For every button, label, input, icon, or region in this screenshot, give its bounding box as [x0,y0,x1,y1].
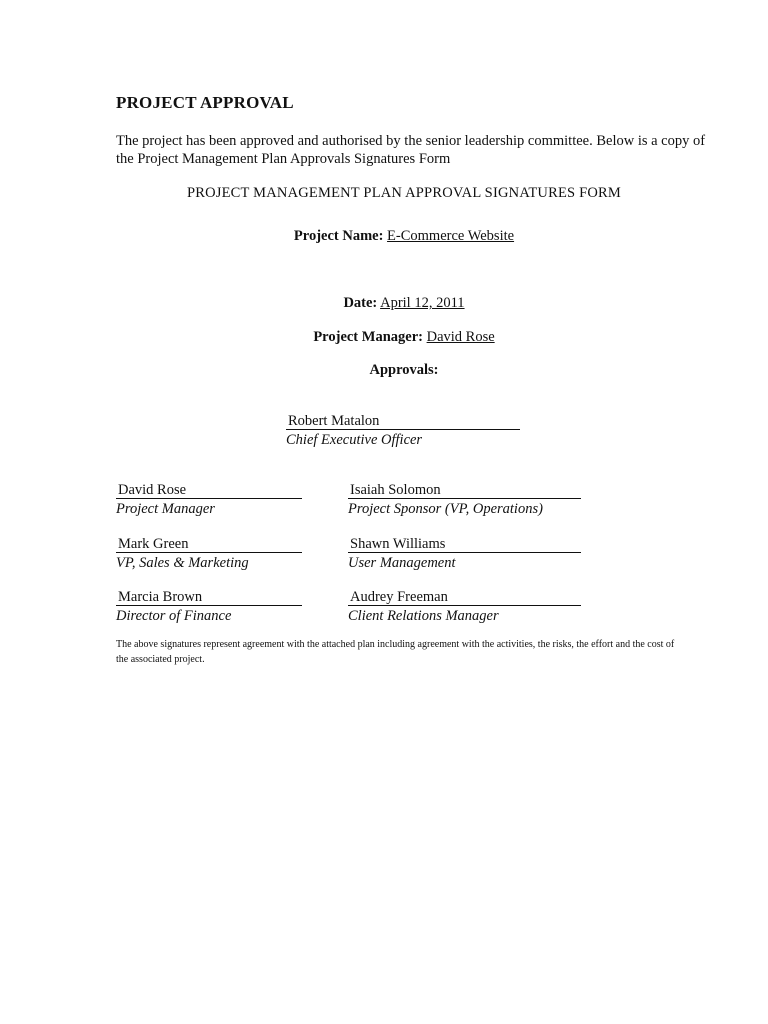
signature-title: Client Relations Manager [348,608,499,624]
signature-title: User Management [348,555,456,571]
project-name-line [0,228,768,245]
signature-title: Project Sponsor (VP, Operations) [348,501,543,517]
approvals-label: Approvals: [369,362,439,378]
signature-name: Isaiah Solomon [348,481,581,499]
signature-name: Marcia Brown [116,588,302,606]
project-manager-label: Project Manager: [313,329,423,345]
project-manager-value: David Rose [426,329,495,345]
date-value: April 12, 2011 [380,295,465,311]
signature-block [116,481,302,518]
intro-paragraph: The project has been approved and authorised by the senior leadership committee. Below is a copy of the Project Management Plan Approvals Signatures Form [116,133,706,167]
date-line [0,295,768,312]
project-name-value: E-Commerce Website [387,228,515,244]
ceo-signature [286,412,520,449]
signature-name: Shawn Williams [348,535,581,553]
signature-title: VP, Sales & Marketing [116,555,249,571]
signature-block [348,588,581,625]
signature-title: Chief Executive Officer [286,432,423,448]
project-name-label: Project Name: [293,228,384,244]
form-title: PROJECT MANAGEMENT PLAN APPROVAL SIGNATURES FORM [186,185,622,201]
signature-name: Robert Matalon [286,412,520,430]
approvals-line [0,362,768,379]
signature-title: Project Manager [116,501,215,517]
signature-name: David Rose [116,481,302,499]
signature-name: Audrey Freeman [348,588,581,606]
signature-block [348,535,581,572]
page-heading: PROJECT APPROVAL [116,93,294,112]
signature-title: Director of Finance [116,608,232,624]
signature-name: Mark Green [116,535,302,553]
signature-block [116,535,302,572]
agreement-footnote: The above signatures represent agreement with the attached plan including agreement with the activities, the risks, the effort and the cost of the associated project. [116,639,675,665]
signature-block [116,588,302,625]
signature-block [348,481,581,518]
date-label: Date: [343,295,378,311]
project-manager-line [0,329,768,346]
